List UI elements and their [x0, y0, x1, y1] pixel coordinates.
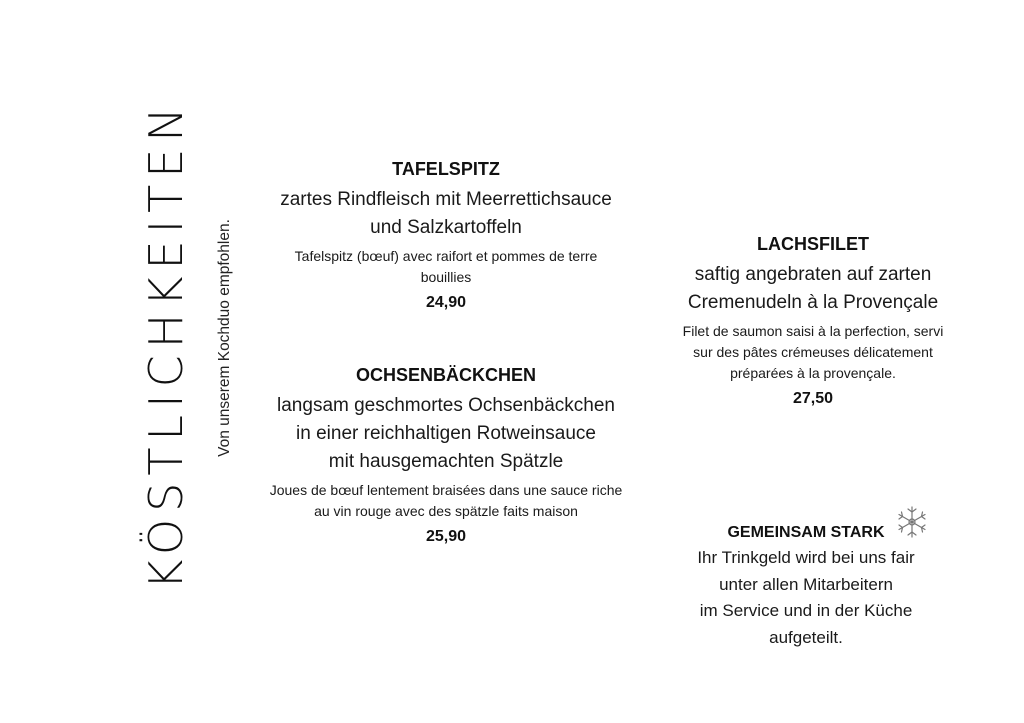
- dish-translation-line: Tafelspitz (bœuf) avec raifort et pommes de terre: [294, 248, 598, 264]
- dish-description-line: in einer reichhaltigen Rotweinsauce: [296, 423, 596, 444]
- dish-price: 25,90: [425, 528, 467, 545]
- dish-price: 27,50: [792, 390, 834, 407]
- dish-description-line: saftig angebraten auf zarten: [694, 264, 932, 285]
- dish-description-line: Cremenudeln à la Provençale: [687, 292, 939, 313]
- menu-item-tafelspitz: [250, 158, 642, 314]
- dish-name: OCHSENBÄCKCHEN: [355, 365, 536, 385]
- tip-line: aufgeteilt.: [769, 627, 843, 647]
- dish-translation-line: bouillies: [420, 269, 472, 285]
- dish-translation-line: au vin rouge avec des spätzle faits maison: [314, 503, 578, 519]
- tip-line: im Service und in der Küche: [699, 601, 913, 620]
- dish-description-line: zartes Rindfleisch mit Meerrettichsauce: [280, 189, 612, 210]
- dish-translation-line: Filet de saumon saisi à la perfection, servi: [682, 323, 944, 339]
- section-title: KÖSTLICHKEITEN: [139, 100, 193, 590]
- dish-translation-line: préparées à la provençale.: [730, 365, 896, 381]
- dish-name: TAFELSPITZ: [392, 159, 500, 179]
- tip-line: unter allen Mitarbeitern: [719, 574, 893, 594]
- dish-name: LACHSFILET: [757, 234, 869, 254]
- tip-line: Ihr Trinkgeld wird bei uns fair: [697, 548, 915, 567]
- dish-translation-line: Joues de bœuf lentement braisées dans une sauce riche: [269, 482, 623, 498]
- snowflake-icon: [895, 505, 929, 539]
- dish-translation-line: sur des pâtes crémeuses délicatement: [693, 344, 933, 360]
- tip-title: GEMEINSAM STARK: [727, 524, 885, 541]
- tip-notice: [668, 521, 944, 651]
- dish-description-line: mit hausgemachten Spätzle: [328, 451, 564, 472]
- menu-item-lachsfilet: [648, 233, 978, 410]
- section-subtitle: Von unserem Kochduo empfohlen.: [216, 219, 233, 457]
- dish-price: 24,90: [425, 294, 467, 311]
- dish-description-line: langsam geschmortes Ochsenbäckchen: [277, 395, 615, 416]
- menu-item-ochsenbaeckchen: [245, 364, 647, 548]
- dish-description-line: und Salzkartoffeln: [370, 217, 522, 238]
